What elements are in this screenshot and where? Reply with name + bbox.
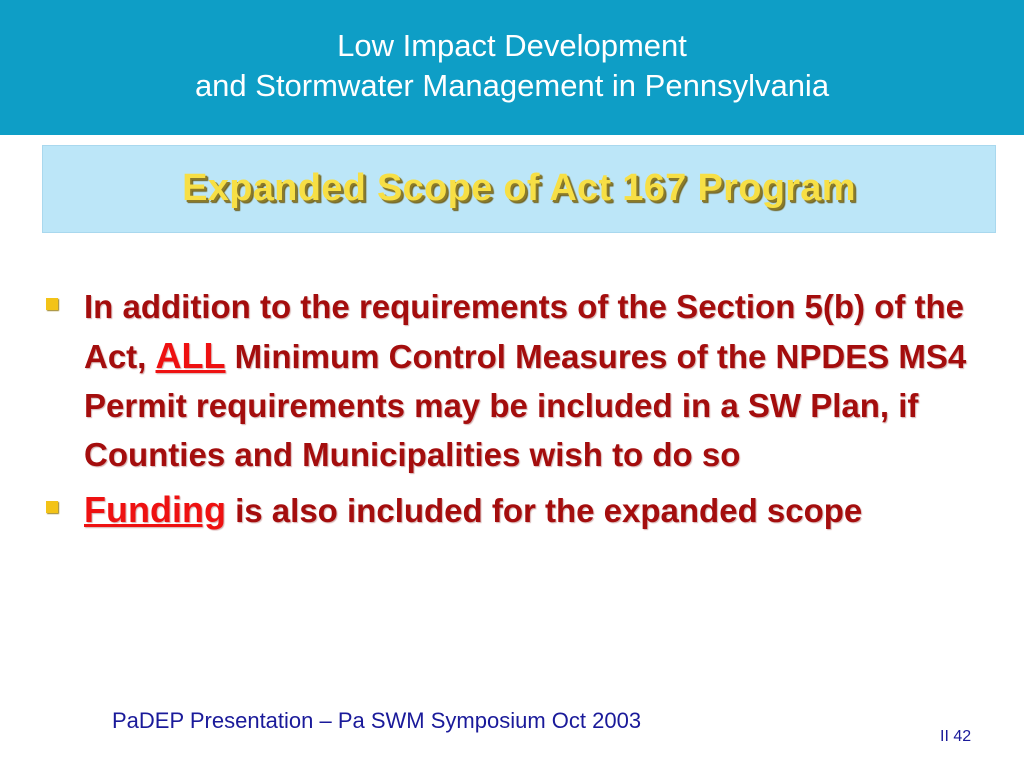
bullet-text-rest: Minimum Control Measures of the NPDES MS4 Permit requirements may be included in a SW Plan, if Counties and Municipalities wish to do so	[84, 338, 967, 473]
footer-caption: PaDEP Presentation – Pa SWM Symposium Oct 2003	[112, 708, 642, 733]
square-bullet-icon	[46, 501, 58, 513]
square-bullet-icon	[46, 298, 58, 310]
bullet-text-intro: In addition to the requirements of the Section 5(b) of the Act,	[84, 288, 965, 375]
header-title-line-2: and Stormwater Management in Pennsylvania	[194, 68, 830, 103]
slide-title-box	[42, 145, 996, 233]
emphasis-funding: Funding	[84, 489, 226, 530]
page-number: II 42	[940, 728, 972, 745]
bullet-text-funding-rest: is also included for the expanded scope	[225, 492, 863, 529]
bullet-item-scope	[44, 282, 984, 479]
emphasis-all: ALL	[155, 335, 226, 376]
bullet-list	[44, 282, 984, 535]
header-title-line-1: Low Impact Development	[337, 28, 687, 63]
header-band	[0, 0, 1024, 135]
bullet-item-funding	[44, 485, 984, 535]
slide-title: Expanded Scope of Act 167 Program	[182, 167, 856, 209]
